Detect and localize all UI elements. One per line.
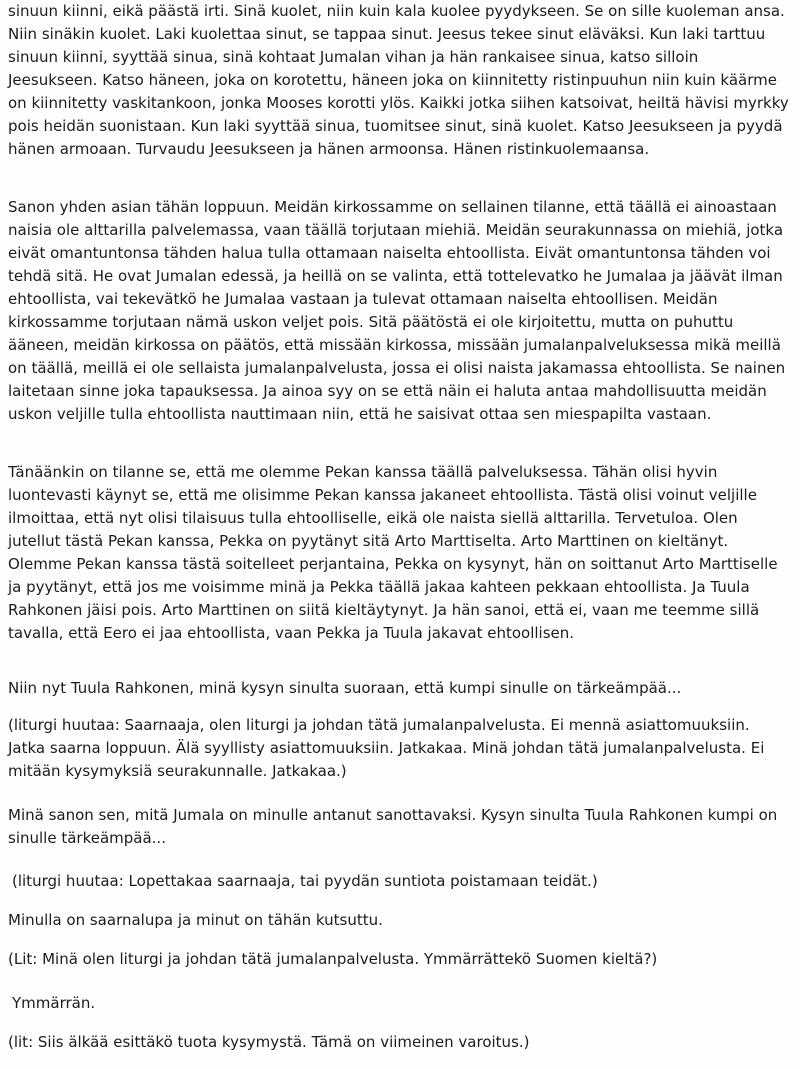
paragraph-preacher-continues: Minä sanon sen, mitä Jumala on minulle antanut sanottavaksi. Kysyn sinulta Tuula Rahkonen kumpi on sinulle tärkeämpää...	[8, 806, 778, 847]
paragraph-preaching-permit: Minulla on saarnalupa ja minut on tähän kutsuttu.	[8, 911, 383, 929]
paragraph-liturgist-threat: (liturgi huutaa: Lopettakaa saarnaaja, tai pyydän suntiota poistamaan teidät.)	[12, 872, 598, 890]
paragraph-understand: Ymmärrän.	[12, 994, 96, 1012]
paragraph-liturgist-interrupts: (liturgi huutaa: Saarnaaja, olen liturgi ja johdan tätä jumalanpalvelusta. Ei mennä asiattomuuksiin. Jatka saarna loppuun. Älä syyllisty asiattomuuksiin. Jatkakaa. Minä johdan tätä jumalanpalvelusta. Ei mitään kysymyksiä seurakunnalle. Jatkakaa.)	[8, 716, 765, 780]
paragraph-question-to-tuula: Niin nyt Tuula Rahkonen, minä kysyn sinulta suoraan, että kumpi sinulle on tärkeämpää...	[8, 679, 682, 697]
paragraph-liturgist-language: (Lit: Minä olen liturgi ja johdan tätä jumalanpalvelusta. Ymmärrättekö Suomen kieltä?)	[8, 950, 658, 968]
paragraph-church-situation: Sanon yhden asian tähän loppuun. Meidän kirkossamme on sellainen tilanne, että täällä ei ainoastaan naisia ole alttarilla palvelemassa, vaan täällä torjutaan miehiä. Meidän seurakunnassa on miehiä, jotka eivät omantuntonsa tähden halua tulla ottamaan naiselta ehtoollista. Eivät omantuntonsa tähden voi tehdä sitä. He ovat Jumalan edessä, ja heillä on se valinta, että tottelevatko he Jumalaa ja jäävät ilman ehtoollista, vai tekevätkö he Jumalaa vastaan ja tulevat ottamaan naiselta ehtoollisen. Meidän kirkossamme torjutaan nämä uskon veljet pois. Sitä päätöstä ei ole kirjoitettu, mutta on puhuttu ääneen, meidän kirkossa on päätös, että missään kirkossa, missään jumalanpalveluksessa mikä meillä on täällä, meillä ei ole sellaista jumalanpalvelusta, jossa ei olisi naista jakamassa ehtoollista. Se nainen laitetaan sinne joka tapauksessa. Ja ainoa syy on se että näin ei haluta antaa mahdollisuutta meidän uskon veljille tulla ehtoollista nauttimaan niin, että he saisivat ottaa sen miespapilta vastaan.	[8, 198, 786, 423]
paragraph-today-situation: Tänäänkin on tilanne se, että me olemme Pekan kanssa täällä palveluksessa. Tähän olisi hyvin luontevasti käynyt se, että me olisimme Pekan kanssa jakaneet ehtoollista. Tästä olisi voinut veljille ilmoittaa, että nyt olisi tilaisuus tulla ehtoolliselle, eikä ole naista siellä alttarilla. Tervetuloa. Olen jutellut tästä Pekan kanssa, Pekka on pyytänyt sitä Arto Marttiselta. Arto Marttinen on kieltänyt. Olemme Pekan kanssa tästä soitelleet perjantaina, Pekka on kysynyt, hän on soittanut Arto Marttiselle ja pyytänyt, että jos me voisimme minä ja Pekka täällä jakaa kahteen pekkaan ehtoollista. Ja Tuula Rahkonen jäisi pois. Arto Marttinen on siitä kieltäytynyt. Ja hän sanoi, että ei, vaan me teemme sillä tavalla, että Eero ei jaa ehtoollista, vaan Pekka ja Tuula jakavat ehtoollisen.	[8, 463, 778, 642]
paragraph-law-and-jesus: sinuun kiinni, eikä päästä irti. Sinä kuolet, niin kuin kala kuolee pyydykseen. Se on sille kuoleman ansa. Niin sinäkin kuolet. Laki kuolettaa sinut, se tappaa sinut. Jeesus tekee sinut eläväksi. Kun laki tarttuu sinuun kiinni, syyttää sinua, sinä kohtaat Jumalan vihan ja hän rankaisee sinua, katso silloin Jeesukseen. Katso häneen, joka on korotettu, häneen joka on kiinnitetty ristinpuuhun niin kuin käärme on kiinnitetty vaskitankoon, jonka Mooses korotti ylös. Kaikki jotka siihen katsoivat, heiltä hävisi myrkky pois heidän suonistaan. Kun laki syyttää sinua, tuomitsee sinut, sinä kuolet. Katso Jeesukseen ja pyydä hänen armoaan. Turvaudu Jeesukseen ja hänen armoonsa. Hänen ristinkuolemaansa.	[8, 2, 789, 158]
paragraph-final-warning: (lit: Siis älkää esittäkö tuota kysymystä. Tämä on viimeinen varoitus.)	[8, 1033, 530, 1051]
